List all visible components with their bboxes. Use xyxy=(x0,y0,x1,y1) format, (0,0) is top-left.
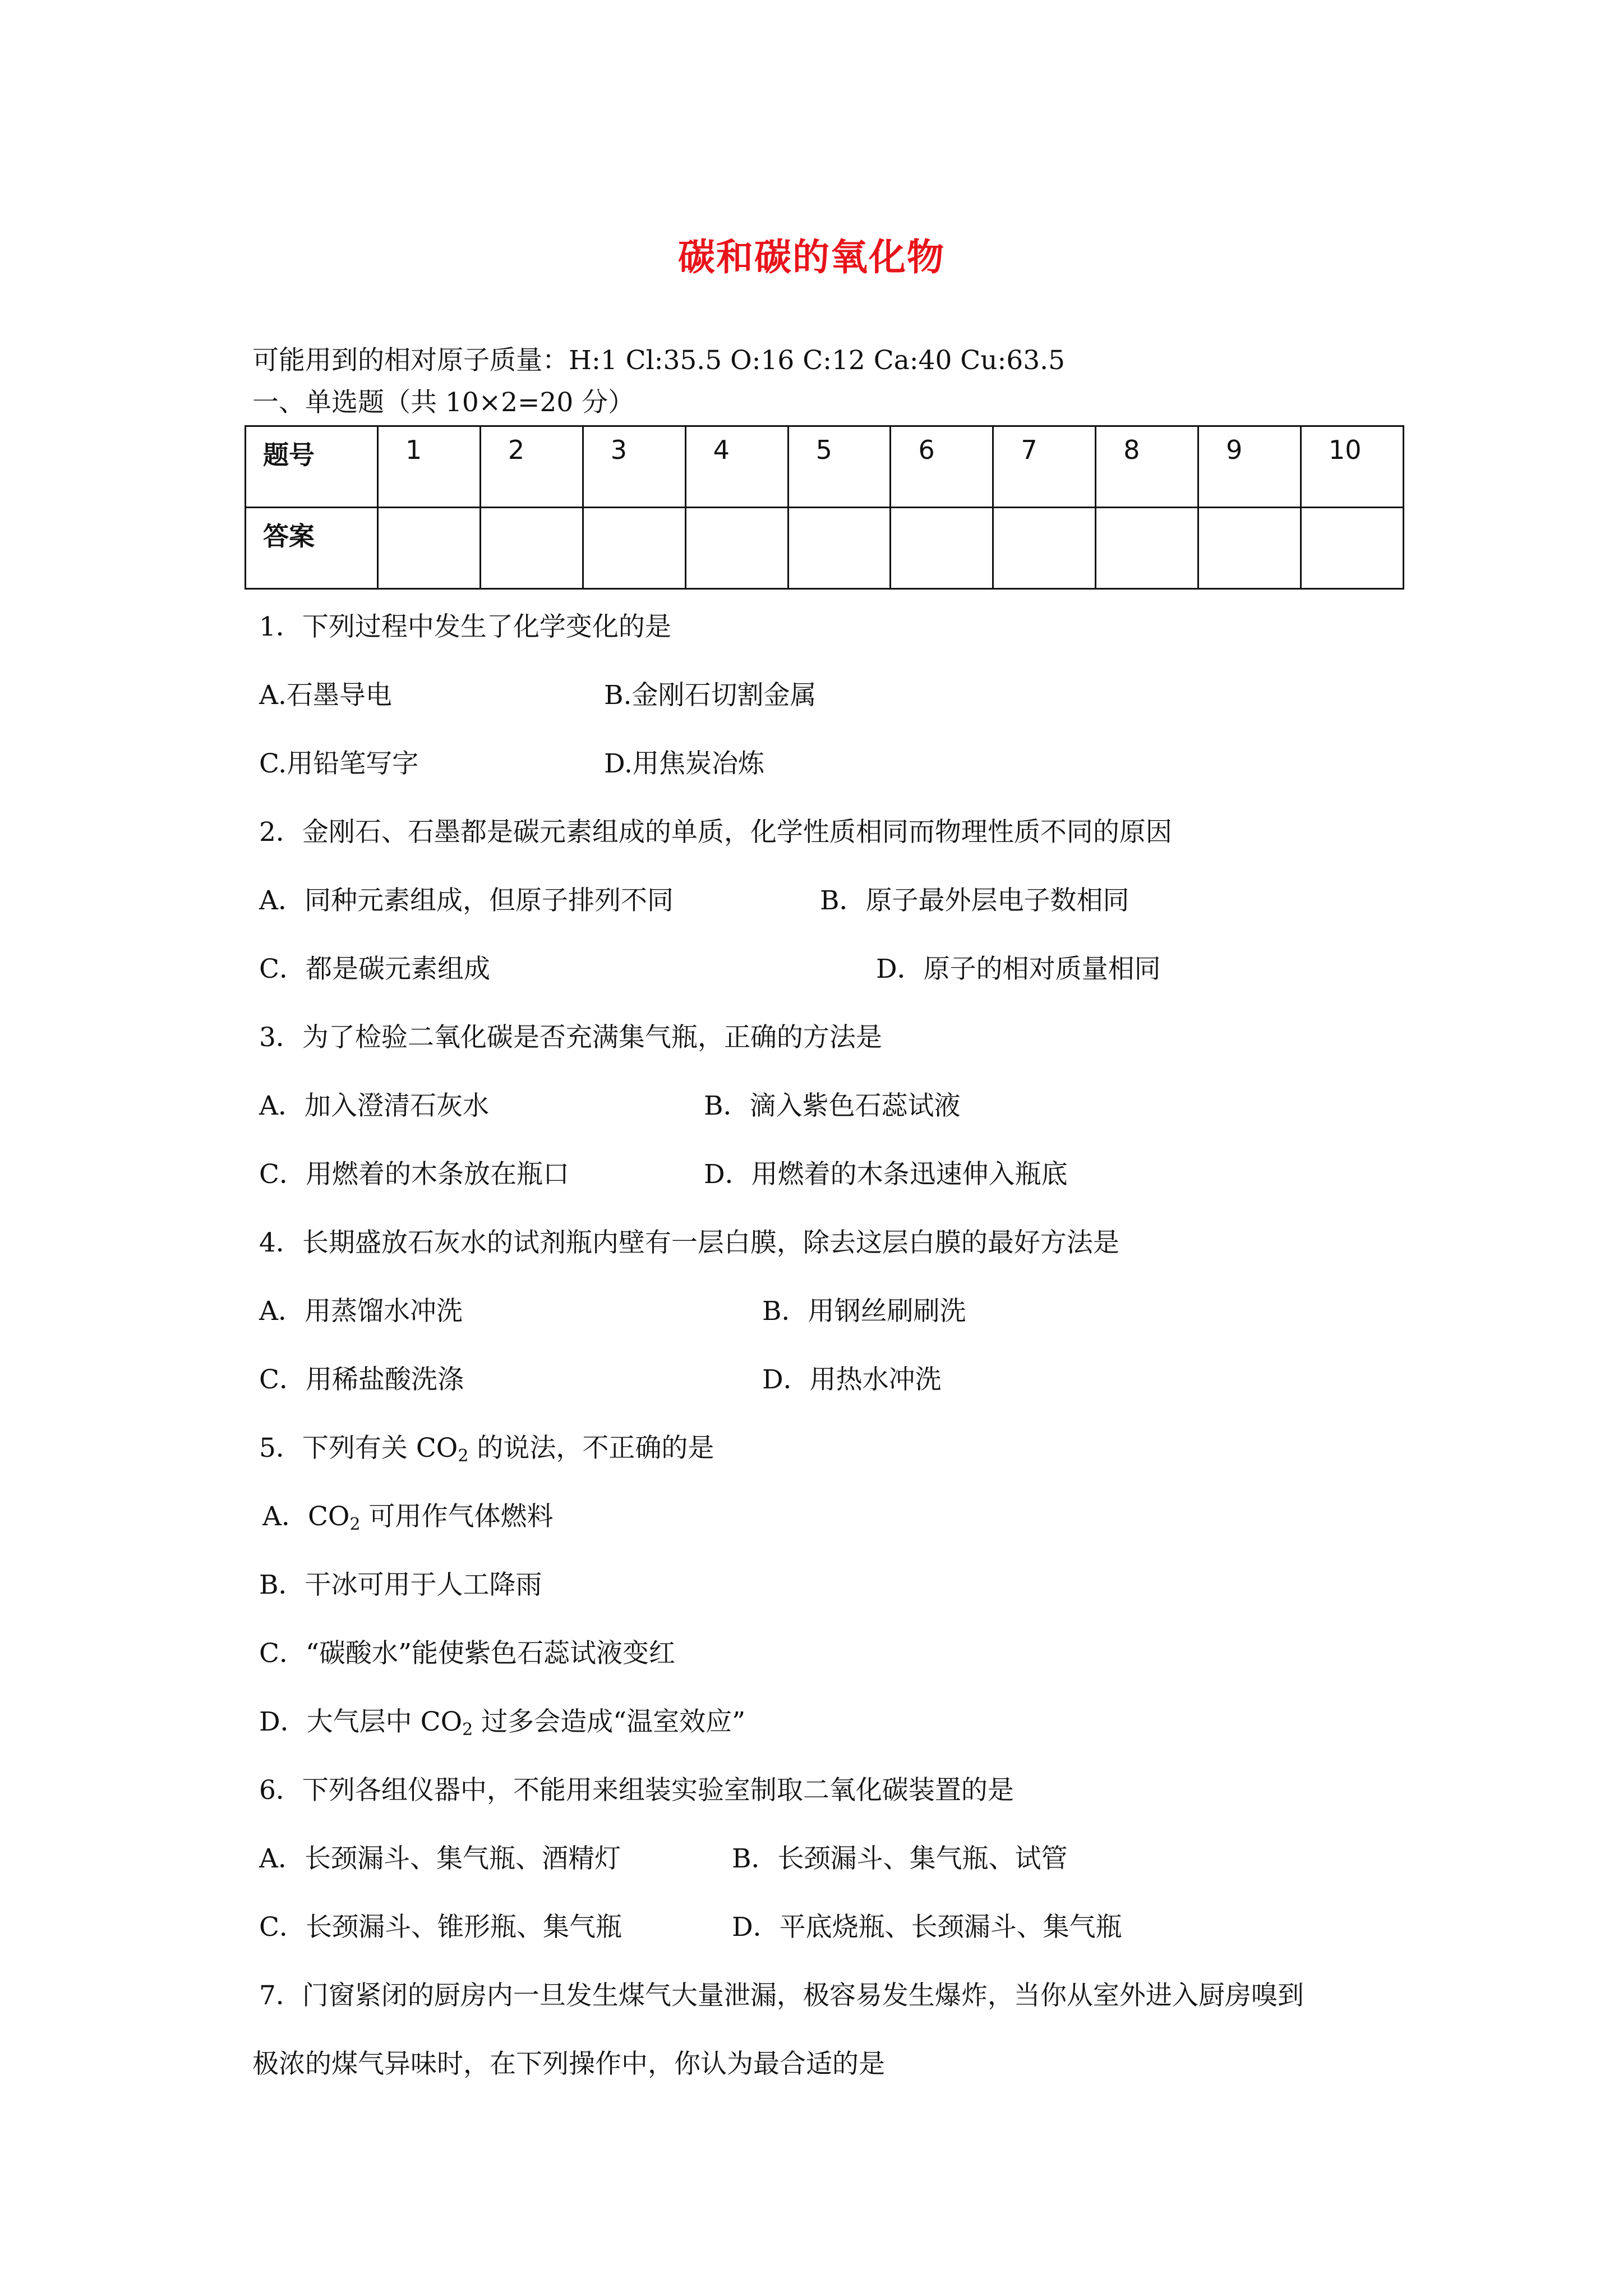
answer-cell[interactable] xyxy=(788,508,891,589)
question-number-cell: 8 xyxy=(1096,426,1198,508)
section-heading: 一、单选题（共 10×2=20 分） xyxy=(252,387,635,418)
option-a: A.石墨导电 xyxy=(259,680,392,711)
option-a: A．同种元素组成，但原子排列不同 xyxy=(259,885,674,916)
question-stem: 5．下列有关 $CO_2$ 的说法，不正确的是 xyxy=(259,1433,714,1466)
option-b: B.金刚石切割金属 xyxy=(604,680,817,711)
answer-cell[interactable] xyxy=(993,508,1096,589)
option-d: D．大气层中 $CO_2$ 过多会造成“温室效应” xyxy=(259,1706,746,1740)
answer-cell[interactable] xyxy=(685,508,788,589)
page-title: 碳和碳的氧化物 xyxy=(678,235,945,279)
option-b: B．原子最外层电子数相同 xyxy=(820,885,1129,916)
question-number-cell: 2 xyxy=(480,426,583,508)
question-stem-continuation: 极浓的煤气异味时，在下列操作中，你认为最合适的是 xyxy=(252,2049,885,2079)
question-number-cell: 7 xyxy=(993,426,1096,508)
option-b: B．干冰可用于人工降雨 xyxy=(259,1570,542,1600)
question-number-cell: 1 xyxy=(378,426,481,508)
option-d: D.用焦炭冶炼 xyxy=(604,748,764,779)
answer-table-row-label: 答案 xyxy=(246,508,378,589)
option-c: C．用燃着的木条放在瓶口 xyxy=(259,1159,569,1190)
answer-cell[interactable] xyxy=(1301,508,1404,589)
option-d: D．用燃着的木条迅速伸入瓶底 xyxy=(704,1159,1068,1190)
question-number-cell: 4 xyxy=(685,426,788,508)
option-d: D．平底烧瓶、长颈漏斗、集气瓶 xyxy=(732,1912,1122,1943)
question-number-cell: 10 xyxy=(1301,426,1404,508)
answer-cell[interactable] xyxy=(1096,508,1198,589)
option-c: C．都是碳元素组成 xyxy=(259,954,490,984)
answer-table-answer-row xyxy=(246,508,1404,589)
question-stem: 1．下列过程中发生了化学变化的是 xyxy=(259,611,671,642)
question-number-cell: 3 xyxy=(583,426,685,508)
option-c: C.用铅笔写字 xyxy=(259,748,419,779)
option-c: C．长颈漏斗、锥形瓶、集气瓶 xyxy=(259,1912,622,1943)
answer-cell[interactable] xyxy=(891,508,993,589)
option-a: A．$CO_2$ 可用作气体燃料 xyxy=(262,1501,554,1534)
question-stem: 3．为了检验二氧化碳是否充满集气瓶，正确的方法是 xyxy=(259,1022,882,1053)
answer-cell[interactable] xyxy=(583,508,685,589)
question-number-cell: 6 xyxy=(891,426,993,508)
option-c: C．“碳酸水”能使紫色石蕊试液变红 xyxy=(259,1638,676,1669)
option-b: B．滴入紫色石蕊试液 xyxy=(704,1091,961,1121)
answer-cell[interactable] xyxy=(1198,508,1301,589)
question-stem: 6．下列各组仪器中，不能用来组装实验室制取二氧化碳装置的是 xyxy=(259,1775,1014,1806)
answer-cell[interactable] xyxy=(480,508,583,589)
option-d: D．用热水冲洗 xyxy=(762,1364,942,1395)
answer-cell[interactable] xyxy=(378,508,481,589)
option-a: A．加入澄清石灰水 xyxy=(259,1091,489,1121)
question-stem: 4．长期盛放石灰水的试剂瓶内壁有一层白膜，除去这层白膜的最好方法是 xyxy=(259,1227,1119,1258)
option-b: B．长颈漏斗、集气瓶、试管 xyxy=(732,1843,1068,1874)
question-stem: 7．门窗紧闭的厨房内一旦发生煤气大量泄漏，极容易发生爆炸，当你从室外进入厨房嗅到 xyxy=(259,1980,1304,2011)
option-a: A．长颈漏斗、集气瓶、酒精灯 xyxy=(259,1843,621,1874)
question-number-cell: 9 xyxy=(1198,426,1301,508)
atomic-masses-note: 可能用到的相对原子质量：H:1 Cl:35.5 O:16 C:12 Ca:40 Cu:63.5 xyxy=(252,345,1066,376)
answer-table-row-label: 题号 xyxy=(246,426,378,508)
question-stem: 2．金刚石、石墨都是碳元素组成的单质，化学性质相同而物理性质不同的原因 xyxy=(259,817,1172,848)
option-d: D．原子的相对质量相同 xyxy=(876,954,1161,984)
answer-table-header-row xyxy=(246,426,1404,508)
option-b: B．用钢丝刷刷洗 xyxy=(762,1296,966,1327)
option-a: A．用蒸馏水冲洗 xyxy=(259,1296,463,1327)
answer-table xyxy=(245,425,1404,590)
question-number-cell: 5 xyxy=(788,426,891,508)
option-c: C．用稀盐酸洗涤 xyxy=(259,1364,464,1395)
